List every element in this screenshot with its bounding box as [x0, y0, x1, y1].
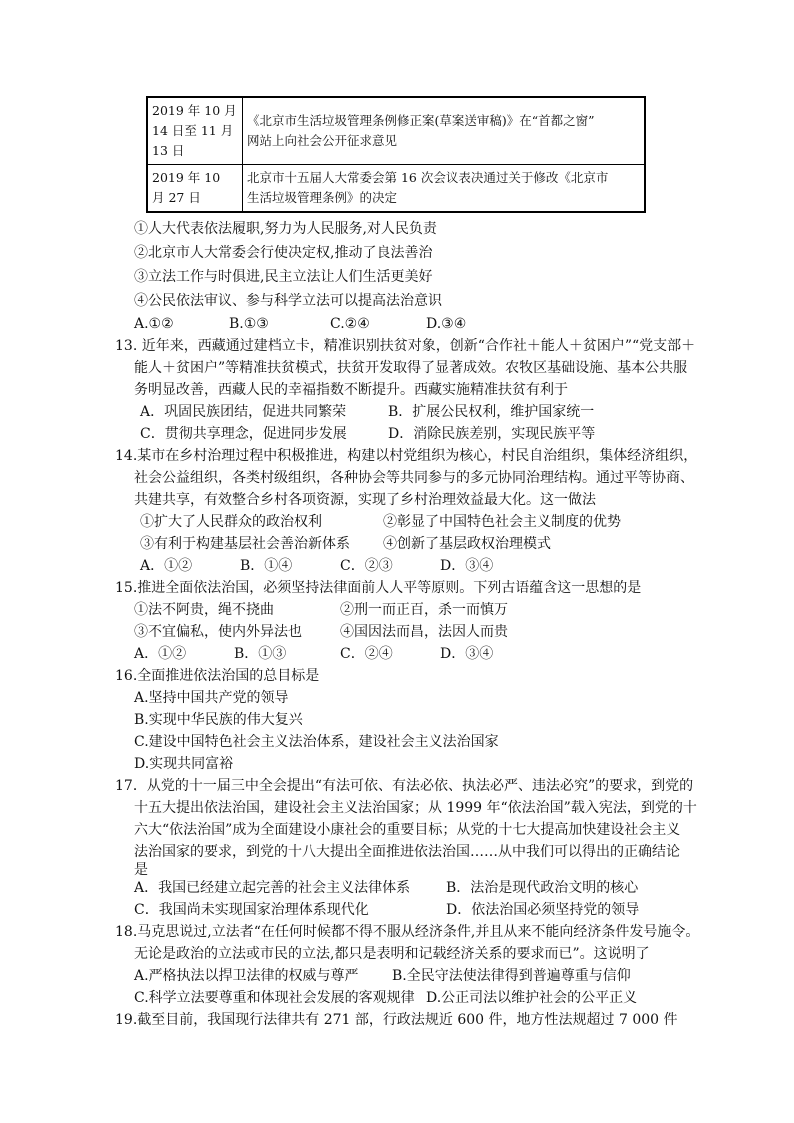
- question-text: 14.某市在乡村治理过程中积极推进，构建以村党组织为核心，村民自治组织，集体经济组织，: [115, 448, 698, 464]
- option-b: B.全民守法使法律得到普遍尊重与信仰: [392, 968, 631, 984]
- question-text: 六大“依法治国”成为全面建设小康社会的重要目标；从党的十七大提高加快建设社会主义: [134, 822, 681, 838]
- question-text: 十五大提出依法治国，建设社会主义法治国家；从 1999 年“依法治国”载入宪法，到党的十: [134, 800, 697, 816]
- option-a: A．①②: [134, 646, 187, 662]
- option-c: C．贯彻共享理念，促进同步发展: [140, 426, 347, 442]
- question-text: 务明显改善，西藏人民的幸福指数不断提升。西藏实施精准扶贫有利于: [134, 382, 568, 398]
- statement: ③不宜偏私，使内外异法也: [134, 624, 302, 640]
- option-a: A．①②: [140, 558, 193, 574]
- option-d: D．依法治国必须坚持党的领导: [446, 902, 640, 918]
- event-line: 网站上向社会公开征求意见: [247, 133, 398, 148]
- event-cell: [243, 165, 646, 213]
- statement: ④国因法而昌，法因人而贵: [340, 624, 508, 640]
- statement: ④创新了基层政权治理模式: [383, 536, 551, 552]
- question-text: 18.马克思说过,立法者“在任何时候都不得不服从经济条件,并且从来不能向经济条件发号施令。: [115, 924, 700, 940]
- timeline-table: [146, 96, 646, 213]
- question-text: 13. 近年来，西藏通过建档立卡，精准识别扶贫对象，创新“合作社＋能人＋贫困户”“党支部＋: [115, 338, 696, 354]
- option-b: B．①④: [240, 558, 293, 574]
- option-a: A．我国已经建立起完善的社会主义法律体系: [134, 880, 411, 896]
- statement: ③立法工作与时俱进,民主立法让人们生活更美好: [134, 269, 433, 285]
- option-d: D．消除民族差别，实现民族平等: [388, 426, 596, 442]
- option-c: C.②④: [330, 316, 370, 332]
- statement: ③有利于构建基层社会善治新体系: [140, 536, 350, 552]
- question-text: 是: [134, 862, 148, 878]
- question-text: 16.全面推进依法治国的总目标是: [115, 668, 320, 684]
- option-d: D.公正司法以维护社会的公平正义: [426, 990, 638, 1006]
- event-line: 生活垃圾管理条例》的决定: [247, 190, 398, 205]
- option-d: D.③④: [426, 316, 467, 332]
- option-c: C.科学立法要尊重和体现社会发展的客观规律: [134, 990, 415, 1006]
- date-line: 13 日: [152, 143, 185, 158]
- date-cell: [147, 97, 243, 165]
- option-c: C．②④: [340, 646, 393, 662]
- event-cell: [243, 97, 646, 165]
- table-row: [147, 165, 645, 213]
- option-a: A.①②: [134, 316, 174, 332]
- question-text: 17．从党的十一届三中全会提出“有法可依、有法必依、执法必严、违法必究”的要求，到党的: [115, 778, 694, 794]
- date-cell: [147, 165, 243, 213]
- date-line: 月 27 日: [152, 190, 201, 205]
- statement: ①法不阿贵，绳不挠曲: [134, 602, 274, 618]
- option-c: C．②③: [340, 558, 393, 574]
- option-b: B．①③: [234, 646, 287, 662]
- statement: ④公民依法审议、参与科学立法可以提高法治意识: [134, 293, 442, 309]
- statement: ②北京市人大常委会行使决定权,推动了良法善治: [134, 245, 433, 261]
- option-b: B.①③: [229, 316, 269, 332]
- question-text: 能人＋贫困户”等精准扶贫模式，扶贫开发取得了显著成效。农牧区基础设施、基本公共服: [134, 360, 688, 376]
- date-line: 2019 年 10 月: [152, 103, 237, 118]
- option-c: C.建设中国特色社会主义法治体系，建设社会主义法治国家: [134, 734, 499, 750]
- event-line: 北京市十五届人大常委会第 16 次会议表决通过关于修改《北京市: [247, 170, 609, 185]
- option-a: A.严格执法以捍卫法律的权威与尊严: [134, 968, 359, 984]
- option-a: A.坚持中国共产党的领导: [134, 690, 289, 706]
- option-d: D．③④: [440, 646, 494, 662]
- question-text: 社会公益组织，各类村级组织，各种协会等共同参与的多元协同治理结构。通过平等协商、: [134, 470, 694, 486]
- option-d: D.实现共同富裕: [134, 756, 234, 772]
- statement: ②刑一而正百，杀一而慎万: [340, 602, 508, 618]
- question-text: 共建共享，有效整合乡村各项资源，实现了乡村治理效益最大化。这一做法: [134, 492, 596, 508]
- date-line: 2019 年 10: [152, 170, 221, 185]
- table-row: [147, 97, 645, 165]
- question-text: 15.推进全面依法治国，必须坚持法律面前人人平等原则。下列古语蕴含这一思想的是: [115, 580, 642, 596]
- option-b: B.实现中华民族的伟大复兴: [134, 712, 303, 728]
- statement: ①人大代表依法履职,努力为人民服务,对人民负责: [134, 221, 437, 237]
- option-b: B．扩展公民权利，维护国家统一: [388, 404, 595, 420]
- question-text: 19.截至目前，我国现行法律共有 271 部，行政法规近 600 件，地方性法规超过 7 000 件: [115, 1012, 678, 1028]
- option-c: C．我国尚未实现国家治理体系现代化: [134, 902, 369, 918]
- option-d: D．③④: [440, 558, 494, 574]
- event-line: 《北京市生活垃圾管理条例修正案(草案送审稿)》在“首都之窗”: [247, 113, 595, 128]
- question-text: 无论是政治的立法或市民的立法,都只是表明和记载经济关系的要求而已”。这说明了: [134, 946, 650, 962]
- statement: ①扩大了人民群众的政治权利: [140, 514, 322, 530]
- question-text: 法治国家的要求，到党的十八大提出全面推进依法治国……从中我们可以得出的正确结论: [134, 844, 680, 860]
- option-a: A．巩固民族团结，促进共同繁荣: [140, 404, 347, 420]
- date-line: 14 日至 11 月: [152, 123, 234, 138]
- statement: ②彰显了中国特色社会主义制度的优势: [383, 514, 621, 530]
- option-b: B．法治是现代政治文明的核心: [446, 880, 639, 896]
